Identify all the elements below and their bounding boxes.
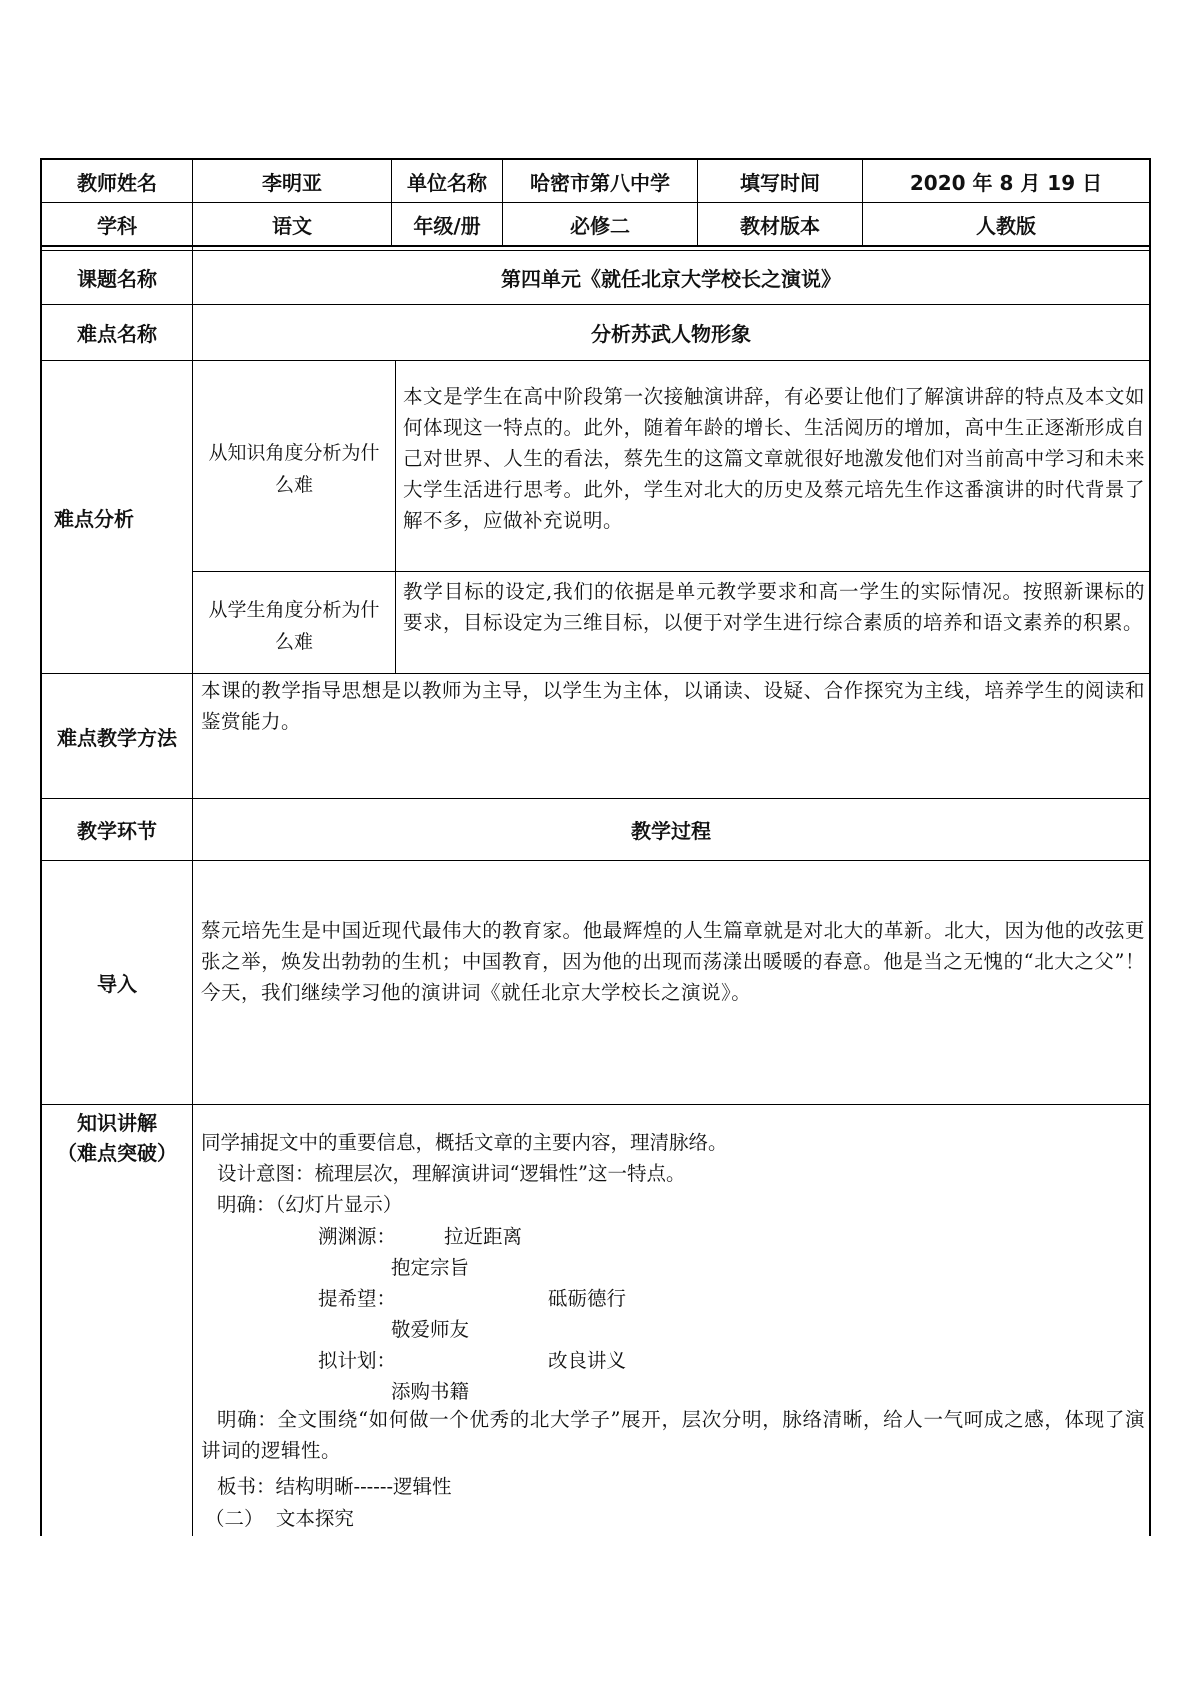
grade-value: 必修二 bbox=[570, 213, 630, 238]
difficulty-value: 分析苏武人物形象 bbox=[591, 322, 751, 346]
structure-1-b: 抱定宗旨 bbox=[391, 1256, 470, 1279]
knowledge-label-line1: 知识讲解 bbox=[77, 1111, 157, 1135]
knowledge-board: 板书：结构明晰------逻辑性 bbox=[217, 1475, 452, 1498]
knowledge-line-1: 同学捕捉文中的重要信息，概括文章的主要内容，理清脉络。 bbox=[201, 1131, 728, 1154]
structure-3-head: 拟计划： bbox=[318, 1349, 397, 1372]
structure-2-b: 敬爱师友 bbox=[391, 1318, 470, 1341]
row-divider bbox=[40, 245, 1151, 247]
teacher-name-value: 李明亚 bbox=[262, 170, 322, 195]
edition-label: 教材版本 bbox=[740, 213, 820, 238]
row-divider bbox=[40, 1104, 1151, 1105]
knowledge-angle-text: 本文是学生在高中阶段第一次接触演讲辞，有必要让他们了解演讲辞的特点及本文如何体现这一特点的。此外，随着年龄的增长、生活阅历的增加，高中生正逐渐形成自己对世界、人生的看法，蔡先生的这篇文章就很好地激发他们对当前高中学习和未来大学生活进行思考。此外，学生对北大的历史及蔡元培先生作这番演讲的时代背景了解不多，应做补充说明。 bbox=[403, 385, 1145, 532]
method-label: 难点教学方法 bbox=[57, 725, 177, 750]
structure-3-a: 改良讲义 bbox=[548, 1349, 627, 1372]
subject-value: 语文 bbox=[272, 213, 312, 238]
knowledge-section-2: （二） 文本探究 bbox=[205, 1507, 354, 1530]
student-angle-label: 从学生角度分析为什么难 bbox=[208, 598, 380, 653]
fill-time-value: 2020 年 8 月 19 日 bbox=[909, 170, 1103, 195]
knowledge-label bbox=[42, 1108, 192, 1168]
process-label: 教学过程 bbox=[631, 819, 711, 843]
unit-name-label: 单位名称 bbox=[407, 170, 487, 195]
row-divider bbox=[40, 673, 1151, 674]
table-border-right bbox=[1149, 158, 1151, 1536]
col-divider bbox=[395, 360, 396, 673]
knowledge-angle-label: 从知识角度分析为什么难 bbox=[208, 442, 380, 496]
structure-1-head: 溯渊源： bbox=[318, 1225, 397, 1248]
topic-value: 第四单元《就任北京大学校长之演说》 bbox=[501, 267, 841, 291]
teacher-name-label: 教师姓名 bbox=[77, 170, 157, 195]
method-text: 本课的教学指导思想是以教师为主导，以学生为主体，以诵读、设疑、合作探究为主线，培养学生的阅读和鉴赏能力。 bbox=[201, 679, 1145, 733]
subject-label: 学科 bbox=[97, 213, 137, 238]
row-divider bbox=[40, 860, 1151, 861]
edition-value: 人教版 bbox=[976, 213, 1036, 238]
grade-label: 年级/册 bbox=[413, 213, 481, 238]
structure-2-head: 提希望： bbox=[318, 1287, 397, 1310]
structure-2-a: 砥砺德行 bbox=[548, 1287, 627, 1310]
fill-time-label: 填写时间 bbox=[740, 170, 820, 195]
process-step-label: 教学环节 bbox=[77, 819, 157, 843]
topic-label: 课题名称 bbox=[77, 267, 157, 291]
knowledge-conclusion: 明确：全文围绕“如何做一个优秀的北大学子”展开，层次分明，脉络清晰，给人一气呵成之感，体现了演讲词的逻辑性。 bbox=[201, 1408, 1145, 1462]
intro-text: 蔡元培先生是中国近现代最伟大的教育家。他最辉煌的人生篇章就是对北大的革新。北大，因为他的改弦更张之举，焕发出勃勃的生机；中国教育，因为他的出现而荡漾出暖暖的春意。他是当之无愧的“北大之父”！今天，我们继续学习他的演讲词《就任北京大学校长之演说》。 bbox=[201, 919, 1145, 1004]
knowledge-line-2: 设计意图：梳理层次，理解演讲词“逻辑性”这一特点。 bbox=[217, 1162, 686, 1185]
structure-1-a: 拉近距离 bbox=[444, 1225, 523, 1248]
student-angle-text: 教学目标的设定,我们的依据是单元教学要求和高一学生的实际情况。按照新课标的要求，目标设定为三维目标，以便于对学生进行综合素质的培养和语文素养的积累。 bbox=[403, 580, 1145, 634]
difficulty-label: 难点名称 bbox=[77, 322, 157, 346]
structure-3-b: 添购书籍 bbox=[391, 1380, 470, 1403]
analysis-label: 难点分析 bbox=[54, 506, 134, 531]
knowledge-line-3: 明确：（幻灯片显示） bbox=[217, 1193, 403, 1216]
unit-name-value: 哈密市第八中学 bbox=[530, 170, 670, 195]
knowledge-label-line2: （难点突破） bbox=[57, 1141, 177, 1165]
intro-label: 导入 bbox=[97, 972, 137, 996]
